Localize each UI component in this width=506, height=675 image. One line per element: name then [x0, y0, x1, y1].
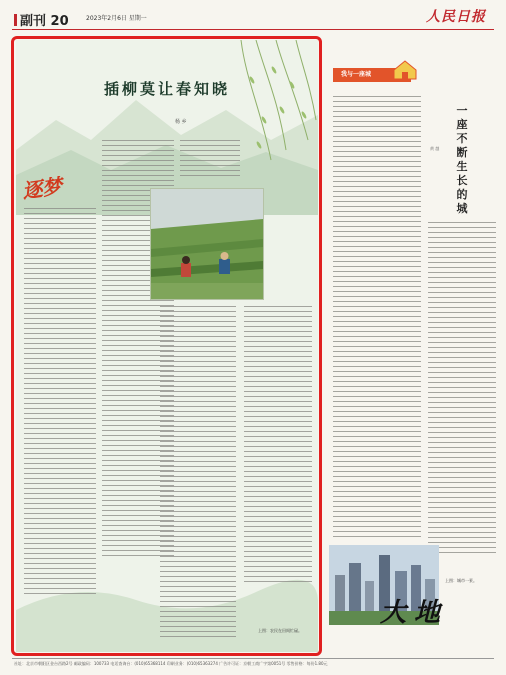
article-title: 插柳莫让春知晓: [103, 80, 230, 98]
masthead-logo: 人民日报: [426, 9, 486, 25]
calligraphy-seal: 逐梦: [20, 173, 64, 204]
selected-article-frame[interactable]: [11, 36, 322, 656]
article-photo-caption: 上图：农民在田间忙碌。: [258, 628, 302, 633]
article-author: 杨 乡: [175, 119, 187, 125]
header-rule: [12, 29, 494, 30]
house-icon: [392, 58, 418, 80]
footer-rule: [12, 658, 494, 659]
section-calligraphy-title: 大地: [380, 598, 449, 628]
issue-date: 2023年2月6日 星期一: [86, 15, 147, 22]
side-text-column-1: [333, 96, 421, 541]
section-badge: 我与一座城: [333, 68, 411, 82]
side-photo-caption: 上图：城市一景。: [445, 578, 477, 583]
page-label: 副刊 20: [14, 10, 69, 29]
side-article-author: 黄 越: [430, 146, 440, 151]
side-text-column-2: [428, 222, 496, 557]
imprint-footer: 社址：北京市朝阳区金台西路2号 邮政编码：100733 电话查询台：(010)65368114 印刷业务：(010)65363274 广告许可证：京朝工商广字第0051号 零售价格：每份1.80元: [14, 661, 328, 666]
side-article-title: 一座不断生长的城: [456, 104, 468, 215]
